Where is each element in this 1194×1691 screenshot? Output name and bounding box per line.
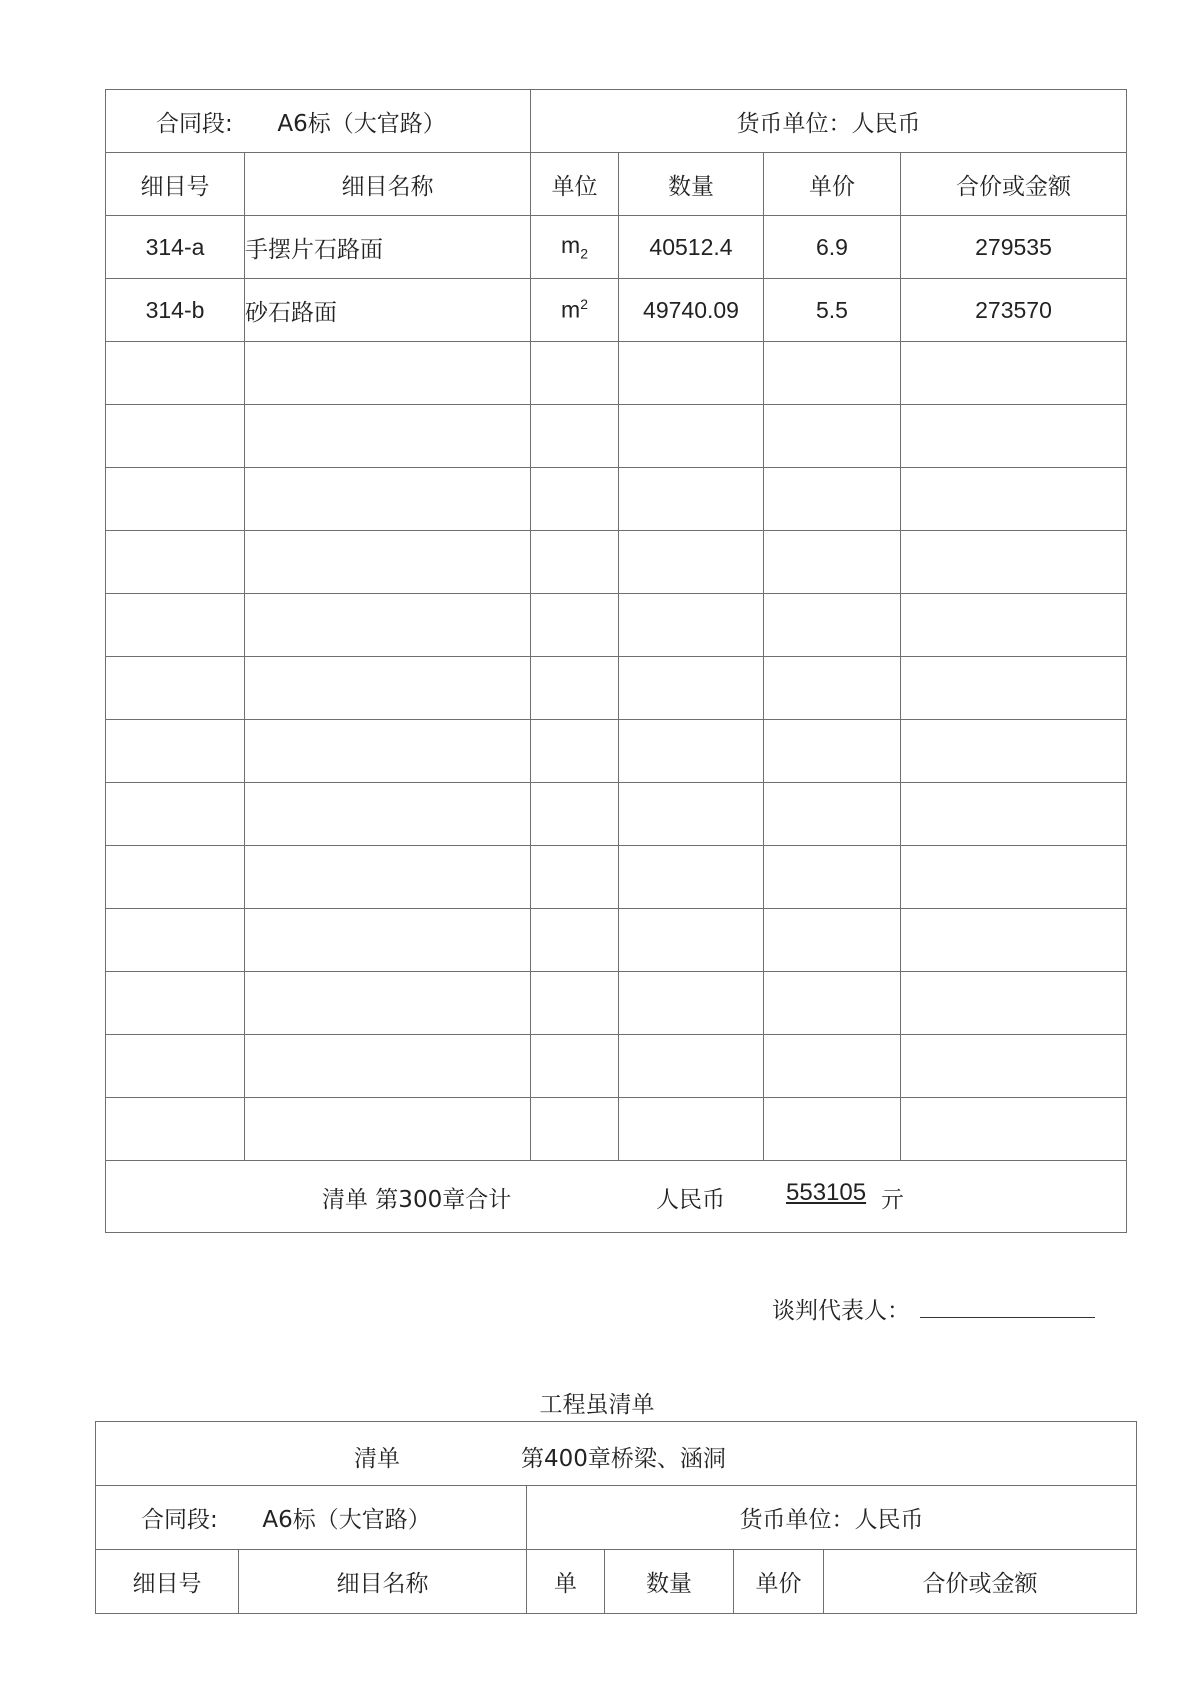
col-header-unit: 单位: [531, 153, 619, 216]
item-price: 5.5: [764, 279, 901, 342]
empty-row: [106, 657, 1127, 720]
col-header-code: 细目号: [96, 1550, 239, 1614]
empty-row: [106, 468, 1127, 531]
empty-row: [106, 594, 1127, 657]
empty-row: [106, 405, 1127, 468]
contract-label: 合同段:: [141, 1507, 218, 1533]
total-amount: 553105: [786, 1179, 867, 1206]
chapter-name: 第400章桥梁、涵洞: [521, 1446, 726, 1472]
item-name: 手摆片石路面: [245, 216, 531, 279]
currency-unit: 货币单位：人民币: [739, 1507, 924, 1533]
col-header-qty: 数量: [619, 153, 764, 216]
col-header-qty: 数量: [605, 1550, 734, 1614]
total-row: [106, 1161, 1127, 1233]
item-amount: 279535: [901, 216, 1127, 279]
column-header-row: [106, 153, 1127, 216]
col-header-unit: 单: [527, 1550, 605, 1614]
col-header-amount: 合价或金额: [901, 153, 1127, 216]
empty-row: [106, 909, 1127, 972]
table-header-info-row: [106, 90, 1127, 153]
total-unit: 亓: [881, 1187, 904, 1213]
signature-line: [920, 1295, 1095, 1318]
col-header-amount: 合价或金额: [824, 1550, 1137, 1614]
table-row: [106, 216, 1127, 279]
item-code: 314-a: [106, 216, 245, 279]
item-unit: $m^2$: [531, 279, 619, 342]
col-header-price: 单价: [764, 153, 901, 216]
contract-section-cell: [106, 90, 531, 153]
total-label: 清单 第300章合计: [322, 1187, 512, 1213]
empty-row: [106, 531, 1127, 594]
bill-table-400: [95, 1421, 1137, 1614]
empty-row: [106, 342, 1127, 405]
col-header-code: 细目号: [106, 153, 245, 216]
table-row: [106, 279, 1127, 342]
empty-row: [106, 1098, 1127, 1161]
currency-unit-cell: [531, 90, 1127, 153]
empty-row: [106, 1035, 1127, 1098]
col-header-name: 细目名称: [239, 1550, 527, 1614]
bill-title: 工程虽清单: [539, 1392, 655, 1418]
empty-row: [106, 720, 1127, 783]
negotiator-label: 谈判代表人：: [772, 1298, 910, 1324]
chapter-row: [96, 1422, 1137, 1486]
currency-unit-cell: [527, 1486, 1137, 1550]
col-header-name: 细目名称: [245, 153, 531, 216]
col-header-price: 单价: [734, 1550, 824, 1614]
item-name: 砂石路面: [245, 279, 531, 342]
contract-value: A6标（大官路）: [277, 110, 446, 137]
item-code: 314-b: [106, 279, 245, 342]
currency-unit: 货币单位：人民币: [736, 110, 921, 137]
contract-label: 合同段:: [156, 110, 233, 137]
empty-row: [106, 846, 1127, 909]
item-qty: 40512.4: [619, 216, 764, 279]
contract-section-cell: [96, 1486, 527, 1550]
item-unit: $m_2$: [531, 216, 619, 279]
chapter-total-cell: [106, 1161, 1127, 1233]
item-price: 6.9: [764, 216, 901, 279]
total-currency: 人民币: [656, 1187, 725, 1213]
contract-value: A6标（大官路）: [262, 1507, 431, 1533]
bill-table-300: [105, 89, 1127, 1233]
chapter-title-cell: [96, 1422, 1137, 1486]
negotiator-signature: [772, 1292, 1095, 1325]
item-amount: 273570: [901, 279, 1127, 342]
empty-row: [106, 783, 1127, 846]
table-header-info-row: [96, 1486, 1137, 1550]
empty-row: [106, 972, 1127, 1035]
item-qty: 49740.09: [619, 279, 764, 342]
chapter-qd: 清单: [354, 1446, 400, 1472]
column-header-row: [96, 1550, 1137, 1614]
